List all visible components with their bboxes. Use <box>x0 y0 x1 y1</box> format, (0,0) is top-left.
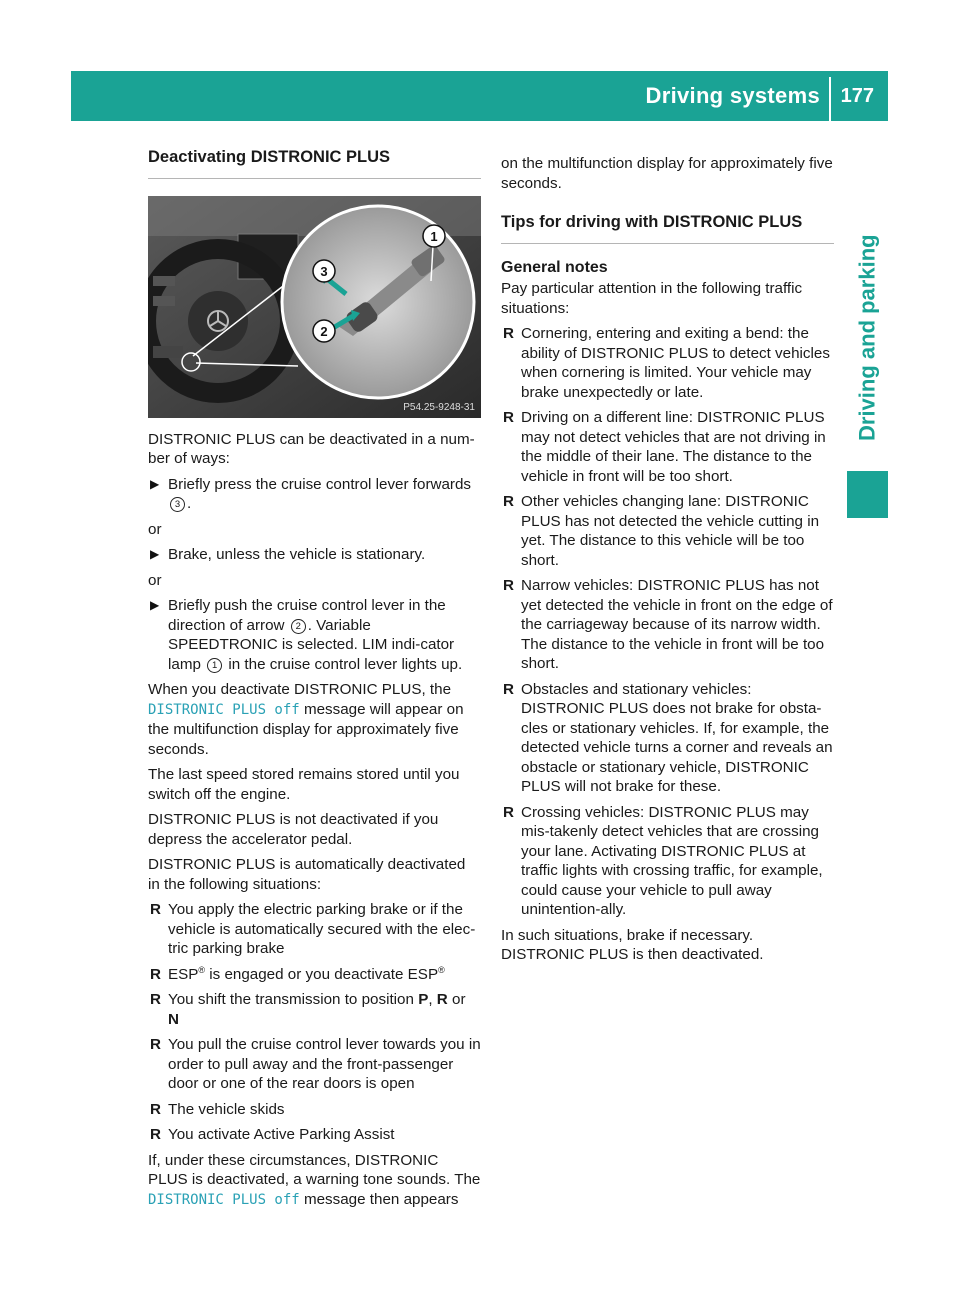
paragraph-auto-deactivated: DISTRONIC PLUS is automatically deactivated in the following situations: <box>148 856 466 893</box>
list-item <box>148 1100 481 1120</box>
or-text: or <box>148 520 162 538</box>
or-text: or <box>148 571 162 589</box>
paragraph-warning-tone <box>148 1151 481 1211</box>
left-column <box>148 148 481 1216</box>
gear-p: P <box>418 991 429 1008</box>
figure-code: P54.25-9248-31 <box>403 401 475 413</box>
callout-2: 2 <box>320 323 328 339</box>
bullet-icon: R <box>150 901 161 918</box>
step-3-text-c: in the cruise control lever lights up. <box>228 655 463 673</box>
paragraph-deactivate-message <box>148 680 481 759</box>
step-1-text: Briefly press the cruise control lever forwards <box>168 475 472 493</box>
bullet-icon: R <box>150 1036 161 1053</box>
intro-text: Pay particular attention in the following traffic situations: <box>501 280 803 317</box>
list-item <box>501 492 834 570</box>
right-heading: Tips for driving with DISTRONIC PLUS <box>501 213 834 244</box>
paragraph-accelerator: DISTRONIC PLUS is not deactivated if you depress the accelerator pedal. <box>148 811 439 848</box>
list-item <box>501 803 834 920</box>
step-3 <box>148 596 481 674</box>
page-number: 177 <box>840 85 874 107</box>
list-item-text: Obstacles and stationary vehicles: DISTRONIC PLUS does not brake for obsta-cles or stationary vehicles. If, for example, the detected vehicle turns a corner and reveals an obstacle or stationary vehicle, DISTRONIC PLUS will not brake for these. <box>521 680 833 795</box>
list-item-text: You apply the electric parking brake or if the vehicle is automatically secured with the elec-tric parking brake <box>168 901 476 957</box>
left-heading: Deactivating DISTRONIC PLUS <box>148 148 481 179</box>
callout-ref-2: 2 <box>291 619 306 634</box>
gear-n: N <box>168 1010 179 1028</box>
bullet-icon: R <box>150 965 161 983</box>
bullet-icon: R <box>503 680 514 698</box>
bullet-icon: R <box>503 803 514 821</box>
bullet-icon: R <box>150 1100 161 1118</box>
list-item <box>501 680 834 797</box>
bullet-icon: R <box>503 409 514 426</box>
list-item-text: is engaged or you deactivate ESP <box>209 965 439 983</box>
bullet-icon: R <box>503 577 514 594</box>
list-item <box>148 900 481 959</box>
list-item-text: Driving on a different line: DISTRONIC PLUS may not detect vehicles that are not driving in the middle of their lane. The distance to the vehicle in front will be too short. <box>521 409 826 485</box>
step-arrow-icon: ▶ <box>150 547 160 561</box>
list-item-text: You pull the cruise control lever towards you in order to pull away and the front-passenger door or one of the rear doors is open <box>168 1036 481 1092</box>
list-item <box>501 408 834 486</box>
subheading: General notes <box>501 258 608 276</box>
paragraph-deactivated: DISTRONIC PLUS is then deactivated. <box>501 946 764 963</box>
paragraph-text: message then appears <box>303 1190 459 1208</box>
side-tab-label: Driving and parking <box>854 234 880 441</box>
list-item-text: Cornering, entering and exiting a bend: the ability of DISTRONIC PLUS to detect vehicles when cornering is limited. Your vehicle may brake unexpectedly or late. <box>521 325 830 401</box>
list-item <box>148 990 481 1029</box>
gear-r: R <box>436 991 448 1008</box>
paragraph-text: message will appear on the multifunction display for approximately five seconds. <box>148 700 464 758</box>
list-item <box>501 324 834 402</box>
display-message: DISTRONIC PLUS off <box>148 701 300 718</box>
list-item <box>148 1125 481 1145</box>
step-1 <box>148 475 481 514</box>
list-item <box>148 1035 481 1094</box>
or-word: or <box>452 991 466 1008</box>
step-2 <box>148 545 481 565</box>
section-title: Driving systems <box>645 83 820 108</box>
list-item <box>148 965 481 985</box>
side-tab-marker <box>847 471 888 518</box>
bullet-icon: R <box>150 1126 161 1143</box>
bullet-icon: R <box>503 325 514 342</box>
registered-mark: ® <box>198 964 206 975</box>
bullet-icon: R <box>503 493 514 510</box>
callout-ref-3: 3 <box>170 497 185 512</box>
page-header <box>71 71 888 121</box>
continued-text: on the multifunction display for approximately five seconds. <box>501 155 833 192</box>
paragraph-text: If, under these circumstances, DISTRONIC PLUS is deactivated, a warning tone sounds. The <box>148 1151 481 1188</box>
list-item-text: Other vehicles changing lane: DISTRONIC PLUS has not detected the vehicle cutting in yet. The distance to this vehicle will be too short. <box>521 493 820 569</box>
cruise-lever-illustration <box>148 196 481 418</box>
intro-text: DISTRONIC PLUS can be deactivated in a num-ber of ways: <box>148 430 475 467</box>
paragraph-speed-stored: The last speed stored remains stored until you switch off the engine. <box>148 766 460 803</box>
list-item <box>501 576 834 674</box>
paragraph-brake: In such situations, brake if necessary. <box>501 926 754 944</box>
registered-mark: ® <box>438 964 445 975</box>
list-item-text: The vehicle skids <box>168 1100 285 1118</box>
step-1-end: . <box>187 495 192 512</box>
list-item-text: You shift the transmission to position <box>168 991 414 1008</box>
paragraph-text: When you deactivate DISTRONIC PLUS, the <box>148 681 452 698</box>
display-message: DISTRONIC PLUS off <box>148 1191 300 1208</box>
list-item-text: Narrow vehicles: DISTRONIC PLUS has not yet detected the vehicle in front on the edge of the carriageway because of its narrow width. The distance to the vehicle in front will be too short. <box>521 577 833 672</box>
list-item-text: Crossing vehicles: DISTRONIC PLUS may mis-takenly detect vehicles that are crossing your lane. Activating DISTRONIC PLUS at traffic lights with crossing traffic, for example, could cause your vehicle to pull away unintention-ally. <box>521 803 823 918</box>
callout-1: 1 <box>430 228 438 244</box>
right-column <box>501 154 834 971</box>
list-item-text: ESP <box>168 965 199 983</box>
step-2-text: Brake, unless the vehicle is stationary. <box>168 546 426 563</box>
list-item-text: You activate Active Parking Assist <box>168 1126 395 1143</box>
side-tab <box>847 121 888 1129</box>
step-arrow-icon: ▶ <box>150 598 160 612</box>
cruise-lever-figure <box>148 196 481 418</box>
header-divider <box>829 77 831 121</box>
step-arrow-icon: ▶ <box>150 476 160 491</box>
comma: , <box>428 991 433 1008</box>
bullet-icon: R <box>150 991 161 1008</box>
step-3-text: Briefly push the cruise control lever in the direction of arrow <box>168 597 446 634</box>
callout-ref-1: 1 <box>207 658 222 673</box>
callout-3: 3 <box>320 263 328 279</box>
step-3-text-b: . Variable SPEEDTRONIC is selected. LIM indi-cator lamp <box>168 616 455 673</box>
